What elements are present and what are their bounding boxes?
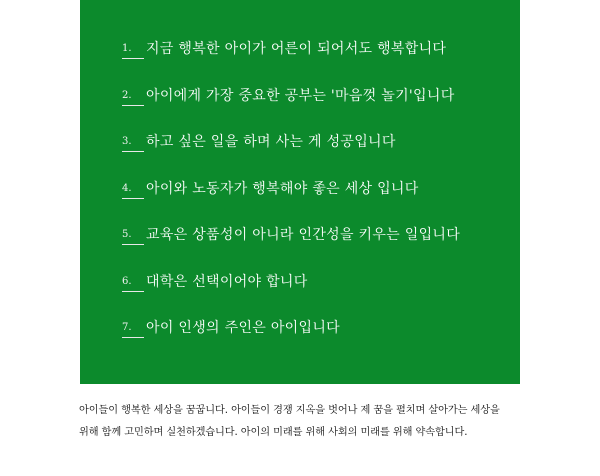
pledge-number: 6. <box>122 275 146 289</box>
pledge-item-5 <box>122 225 460 272</box>
pledge-item-6 <box>122 272 460 319</box>
pledge-text: 교육은 상품성이 아니라 인간성을 키우는 일입니다 <box>146 227 461 243</box>
pledge-number: 3. <box>122 135 146 149</box>
caption-paragraph <box>79 400 529 444</box>
pledge-text: 아이 인생의 주인은 아이입니다 <box>146 320 340 336</box>
pledge-item-7 <box>122 318 460 365</box>
caption-line-2: 위해 함께 고민하며 실천하겠습니다. 아이의 미래를 위해 사회의 미래를 위해 약속합니다. <box>79 427 468 438</box>
pledge-text: 아이에게 가장 중요한 공부는 '마음껏 놀기'입니다 <box>146 87 455 104</box>
pledge-number: 1. <box>122 42 146 56</box>
pledge-number: 4. <box>122 182 146 196</box>
caption-line-1: 아이들이 행복한 세상을 꿈꿉니다. 아이들이 경쟁 지옥을 벗어나 제 꿈을 펼치며 살아가는 세상을 <box>79 405 500 416</box>
pledge-item-2 <box>122 86 460 133</box>
pledge-text: 아이와 노동자가 행복해야 좋은 세상 입니다 <box>146 180 419 197</box>
pledge-number: 7. <box>122 321 146 335</box>
pledge-text: 하고 싶은 일을 하며 사는 게 성공입니다 <box>146 134 396 150</box>
pledge-panel <box>80 0 520 384</box>
pledge-text: 대학은 선택이어야 합니다 <box>146 273 308 290</box>
pledge-item-1 <box>122 39 460 86</box>
pledge-number: 5. <box>122 228 146 242</box>
pledge-item-3 <box>122 132 460 179</box>
pledge-number: 2. <box>122 89 146 103</box>
pledge-list <box>122 39 460 365</box>
pledge-item-4 <box>122 179 460 226</box>
pledge-text: 지금 행복한 아이가 어른이 되어서도 행복합니다 <box>146 41 447 57</box>
